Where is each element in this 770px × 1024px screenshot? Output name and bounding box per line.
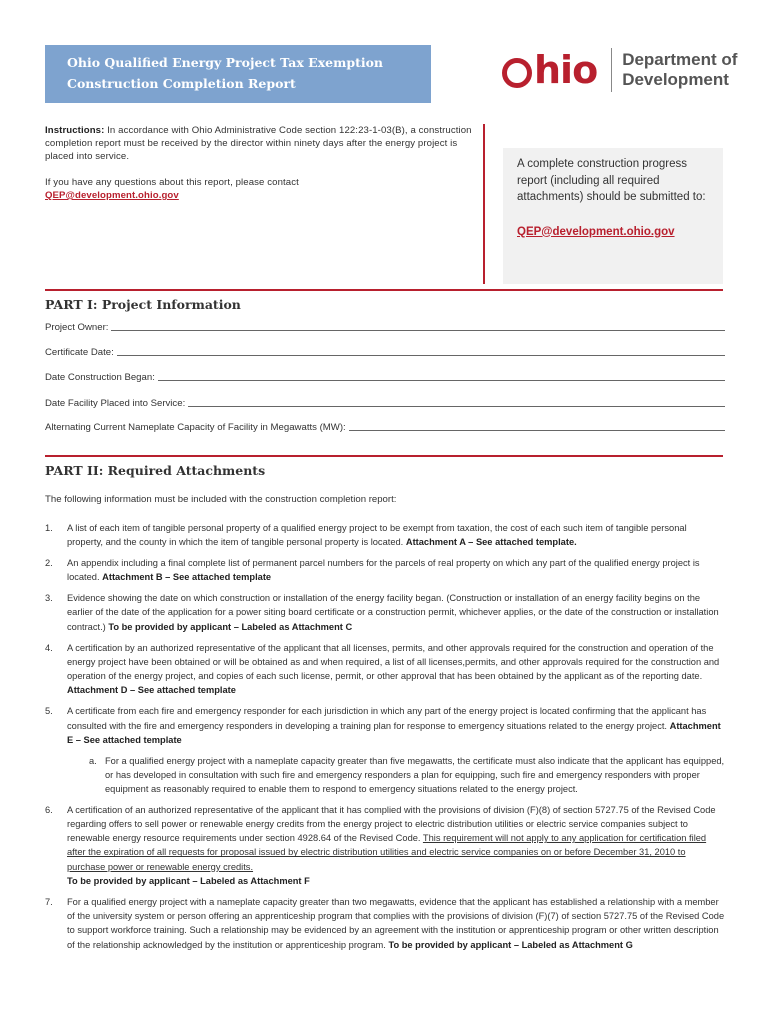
field-label: Date Construction Began: bbox=[45, 372, 155, 383]
logo-divider bbox=[611, 48, 612, 92]
ohio-logo-o-icon bbox=[502, 58, 532, 88]
list-subitem: a. For a qualified energy project with a nameplate capacity greater than five megawatts, the certificate must also indicate that the applicant has equipped, or has developed in consultation with such fire and emergency responders a plan for equipping, such fire and emergency responders with proper equipment as reasonably required to enable them to respond to emergency situations related to the energy project. bbox=[89, 755, 725, 795]
part2-heading: PART II: Required Attachments bbox=[45, 463, 266, 478]
contact-text: If you have any questions about this report, please contact bbox=[45, 177, 299, 188]
field-line[interactable] bbox=[158, 379, 725, 381]
part2-intro: The following information must be included with the construction completion report: bbox=[45, 494, 397, 505]
field-label: Date Facility Placed into Service: bbox=[45, 398, 186, 409]
field-project-owner[interactable] bbox=[45, 322, 725, 333]
contact-email-link[interactable]: QEP@development.ohio.gov bbox=[45, 190, 179, 201]
divider-line bbox=[483, 124, 485, 284]
field-line[interactable] bbox=[117, 354, 725, 356]
instructions-label: Instructions: bbox=[45, 125, 105, 136]
part2-top-rule bbox=[45, 455, 723, 457]
field-line[interactable] bbox=[111, 329, 725, 331]
list-item: 6. A certification of an authorized representative of the applicant that it has complied with the provisions of division (F)(8) of section 5727.75 of the Revised Code regarding offers to sell power or renewable energy credits from the energy project to electric distribution utilities or electric service companies subject to renewable energy resource requirements under section 4928.64 of the Revised Code. This requirement will not apply to any application for certification filed after the expiration of all requests for proposal issued by electric distribution utilities and electric service companies on or before December 31, 2010 to purchase power or renewable energy credits. To be provided by applicant – Labeled as Attachment F bbox=[45, 804, 716, 887]
field-label: Alternating Current Nameplate Capacity of Facility in Megawatts (MW): bbox=[45, 422, 346, 433]
instructions bbox=[45, 124, 475, 202]
list-item: 7. For a qualified energy project with a nameplate capacity greater than two megawatts, evidence that the applicant has established a relationship with a member of the university system or person offering an apprenticeship program that complies with the provisions of division (F)(7) of section 5727.75 of the Revised Code to support workforce training. Such a relationship may be evidenced by an agreement with the institution or apprenticeship program or other written description of the relationship acknowledged by the institution or apprenticeship program. To be provided by applicant – Labeled as Attachment G bbox=[45, 896, 725, 950]
attachments-list bbox=[45, 521, 725, 959]
title-line-1: Ohio Qualified Energy Project Tax Exemption bbox=[67, 55, 384, 70]
field-line[interactable] bbox=[349, 429, 725, 431]
department-name bbox=[622, 50, 737, 90]
field-nameplate-capacity[interactable] bbox=[45, 422, 725, 433]
field-date-construction-began[interactable] bbox=[45, 372, 725, 383]
field-certificate-date[interactable] bbox=[45, 347, 725, 358]
list-item: 3. Evidence showing the date on which construction or installation of the energy facility began. (Construction or installation of an energy facility begins on the earlier of the date of the application for a power siting board certificate or a construction permit, whichever applies, or the date of the construction or installation contract.) To be provided by applicant – Labeled as Attachment C bbox=[45, 593, 719, 632]
dept-line-1: Department of bbox=[622, 50, 738, 69]
list-item: 5. A certificate from each fire and emergency responder for each jurisdiction in which any part of the energy project is located confirming that the applicant has consulted with the fire and emergency responders in developing a training plan for response to emergency situations related to the energy project. Attachment E – See attached template bbox=[45, 706, 721, 745]
field-line[interactable] bbox=[188, 405, 725, 407]
ohio-development-logo bbox=[502, 46, 737, 94]
field-label: Certificate Date: bbox=[45, 347, 114, 358]
dept-line-2: Development bbox=[622, 70, 729, 89]
list-item: 1. A list of each item of tangible personal property of a qualified energy project to be exempt from taxation, the cost of each such item of tangible personal property, and the county in which the item of tangible personal property is located. Attachment A – See attached template. bbox=[45, 523, 687, 548]
part1-heading: PART I: Project Information bbox=[45, 297, 241, 312]
submission-box bbox=[503, 148, 723, 284]
field-date-placed-in-service[interactable] bbox=[45, 398, 725, 409]
instructions-text: In accordance with Ohio Administrative Code section 122:23-1-03(B), a construction completion report must be received by the director within ninety days after the energy project is placed into service. bbox=[45, 125, 472, 162]
title-line-2: Construction Completion Report bbox=[67, 76, 296, 91]
ohio-logo-text: hio bbox=[534, 48, 598, 92]
field-label: Project Owner: bbox=[45, 322, 109, 333]
report-title bbox=[45, 45, 431, 103]
list-item: 2. An appendix including a final complete list of permanent parcel numbers for the parcels of real property on which any part of the qualified energy project is located. Attachment B – See attached template bbox=[45, 558, 700, 583]
submission-email-link[interactable]: QEP@development.ohio.gov bbox=[517, 225, 675, 238]
submission-text: A complete construction progress report (including all required attachments) should be submitted to: bbox=[517, 158, 706, 203]
part1-top-rule bbox=[45, 289, 723, 291]
list-item: 4. A certification by an authorized representative of the applicant that all licenses, permits, and other approvals required for the construction and operation of the energy project have been obtained or will be obtained as and when required, a list of all licenses,permits, and other approvals required for the construction and operation of the energy project, and copies of each such license, permit, or other approval that has been obtained by the applicant as of the reporting date. Attachment D – See attached template bbox=[45, 642, 720, 696]
